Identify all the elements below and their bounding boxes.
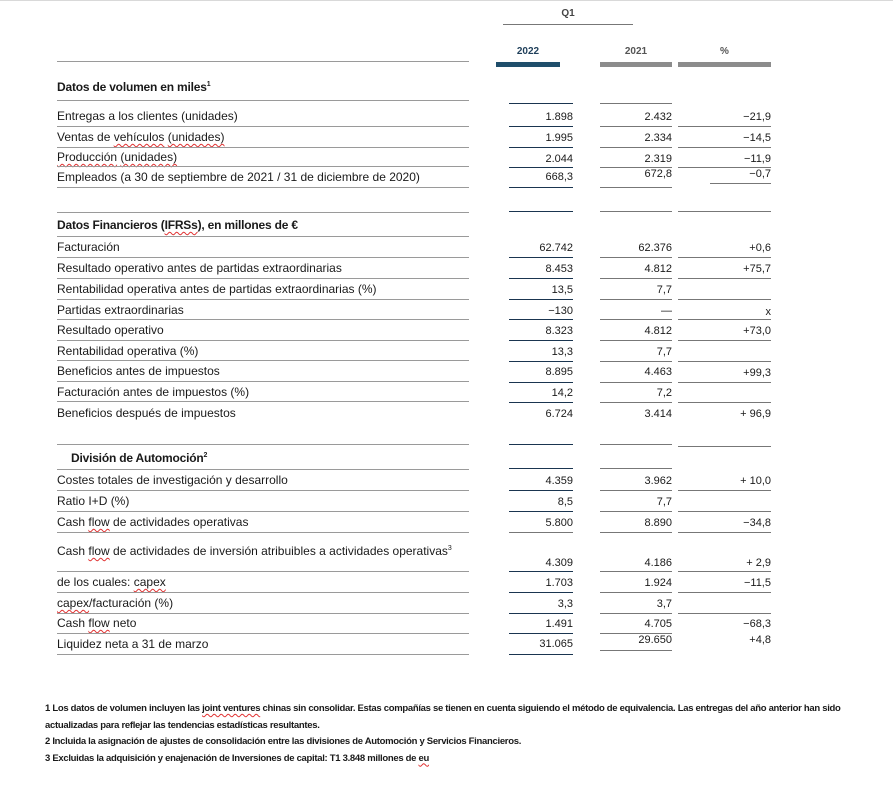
cell-rule	[678, 319, 771, 320]
row-label: Entregas a los clientes (unidades)	[57, 109, 238, 123]
value-2021: 2.432	[644, 111, 672, 123]
cell-rule	[600, 257, 672, 258]
value-percent: +4,8	[749, 634, 771, 646]
value-2022: 14,2	[551, 387, 573, 399]
value-2022: 31.065	[539, 638, 573, 650]
value-2021: 3,7	[656, 598, 672, 610]
row-label: Cash flow neto	[57, 616, 137, 630]
value-percent: −14,5	[743, 132, 771, 144]
cell-rule	[600, 187, 672, 188]
value-percent: +0,6	[749, 242, 771, 254]
value-percent: + 10,0	[740, 475, 771, 487]
value-2021: 3.962	[644, 475, 672, 487]
cell-rule	[600, 299, 672, 300]
footnote-2: 2 Incluida la asignación de ajustes de consolidación entre las divisiones de Automoción y Servicios Financieros.	[45, 736, 522, 747]
cell-rule	[678, 532, 771, 533]
value-2021: 2.334	[644, 132, 672, 144]
cell-rule	[678, 613, 771, 614]
row-label: Cash flow de actividades operativas	[57, 515, 249, 529]
row-rule	[57, 511, 469, 512]
value-2021: —	[661, 305, 672, 317]
cell-rule	[509, 468, 573, 469]
cell-rule	[509, 340, 573, 341]
value-percent: −11,9	[743, 153, 771, 165]
footnote-1: 1 Los datos de volumen incluyen las joint ventures chinas sin consolidar. Estas compañías se tienen en cuenta siguiendo el método de equivalencia. Las entregas del año anterior han sido actualizadas para reflejar las tendencias estadísticas resultantes.	[45, 703, 841, 731]
footnotes	[45, 701, 865, 767]
value-percent: + 2,9	[746, 557, 771, 569]
section-rule	[57, 100, 469, 101]
value-2022: 668,3	[545, 171, 573, 183]
value-2022: 13,5	[551, 284, 573, 296]
value-2021: 4.812	[644, 325, 672, 337]
value-2022: 1.995	[545, 132, 573, 144]
value-2022: 1.703	[545, 577, 573, 589]
cell-rule	[678, 257, 771, 258]
value-percent: −34,8	[743, 517, 771, 529]
value-2022: 2.044	[545, 153, 573, 165]
cell-rule	[509, 532, 573, 533]
row-rule	[57, 381, 469, 382]
value-2021: 672,8	[644, 168, 672, 180]
row-rule	[57, 401, 469, 402]
row-rule	[57, 278, 469, 279]
row-label: Facturación	[57, 240, 120, 254]
cell-rule	[600, 361, 672, 362]
cell-rule	[678, 446, 771, 447]
cell-rule	[600, 571, 672, 572]
row-rule	[57, 633, 469, 634]
cell-rule	[678, 592, 771, 593]
row-label: Beneficios antes de impuestos	[57, 364, 220, 378]
column-header-2021: 2021	[624, 46, 648, 57]
row-rule	[57, 360, 469, 361]
cell-rule	[600, 511, 672, 512]
section-title-volume: Datos de volumen en miles$^1$	[57, 80, 211, 94]
header-rule	[57, 61, 469, 62]
row-rule	[57, 532, 469, 533]
value-2021: 7,7	[656, 346, 672, 358]
value-percent: x	[765, 306, 771, 318]
value-percent: +99,3	[743, 367, 771, 379]
row-label: Liquidez neta a 31 de marzo	[57, 637, 209, 651]
row-label: Costes totales de investigación y desarrollo	[57, 473, 288, 487]
value-percent: +75,7	[743, 263, 771, 275]
value-2021: 1.924	[644, 577, 672, 589]
cell-rule	[509, 382, 573, 383]
row-label: Rentabilidad operativa antes de partidas extraordinarias (%)	[57, 282, 377, 296]
section-title-automotive: División de Automoción$^2$	[71, 451, 208, 465]
value-2021: 4.463	[644, 366, 672, 378]
cell-rule	[600, 340, 672, 341]
cell-rule	[509, 633, 573, 634]
value-2021: 8.890	[644, 517, 672, 529]
cell-rule	[509, 187, 573, 188]
row-label: Producción (unidades)	[57, 150, 178, 164]
value-2021: 4.186	[644, 557, 672, 569]
cell-rule	[509, 319, 573, 320]
value-2022: 3,3	[557, 598, 573, 610]
cell-rule	[600, 592, 672, 593]
value-2022: 4.359	[545, 475, 573, 487]
row-rule	[57, 613, 469, 614]
cell-rule	[678, 147, 771, 148]
row-rule	[57, 126, 469, 127]
column-header-percent: %	[720, 46, 729, 57]
cell-rule	[600, 613, 672, 614]
cell-rule	[678, 211, 771, 212]
cell-rule	[600, 490, 672, 491]
value-2022: 8.453	[545, 263, 573, 275]
value-2022: 1.491	[545, 618, 573, 630]
cell-rule	[509, 490, 573, 491]
cell-rule	[678, 490, 771, 491]
cell-rule	[509, 103, 573, 104]
section-rule	[57, 469, 469, 470]
cell-rule	[678, 299, 771, 300]
cell-rule	[600, 211, 672, 212]
period-underline	[503, 24, 633, 25]
row-rule	[57, 299, 469, 300]
cell-rule	[678, 402, 771, 403]
cell-rule	[509, 654, 573, 655]
value-percent: −68,3	[743, 618, 771, 630]
row-rule	[57, 257, 469, 258]
column-bar-2021	[600, 62, 672, 67]
value-2022: 5.800	[545, 517, 573, 529]
cell-rule	[509, 126, 573, 127]
cell-rule	[509, 571, 573, 572]
cell-rule	[600, 532, 672, 533]
value-2022: 8.895	[545, 366, 573, 378]
cell-rule	[509, 257, 573, 258]
value-2022: 6.724	[545, 408, 573, 420]
value-2021: 29.650	[638, 634, 672, 646]
cell-rule	[600, 103, 672, 104]
cell-rule	[600, 402, 672, 403]
value-2022: 8,5	[557, 496, 573, 508]
cell-rule	[678, 278, 771, 279]
row-rule	[57, 571, 469, 572]
value-2022: 1.898	[545, 111, 573, 123]
row-rule	[57, 187, 469, 188]
section-title-financial: Datos Financieros (IFRSs), en millones de €	[57, 218, 298, 232]
cell-rule	[509, 211, 573, 212]
value-percent: −0,7	[749, 168, 771, 180]
row-rule	[57, 166, 469, 167]
cell-rule	[678, 571, 771, 572]
column-bar-2022	[496, 62, 560, 67]
row-label: Ratio I+D (%)	[57, 494, 130, 508]
column-bar-percent	[678, 62, 771, 67]
value-2021: 7,2	[656, 387, 672, 399]
value-2021: 3.414	[644, 408, 672, 420]
cell-rule	[509, 147, 573, 148]
value-2021: 4.705	[644, 618, 672, 630]
value-2021: 2.319	[644, 153, 672, 165]
cell-rule	[678, 126, 771, 127]
section-rule	[57, 212, 469, 213]
cell-rule	[509, 613, 573, 614]
row-rule	[57, 147, 469, 148]
row-label: de los cuales: capex	[57, 575, 166, 589]
value-2022: 8.323	[545, 325, 573, 337]
cell-rule	[600, 319, 672, 320]
cell-rule	[509, 402, 573, 403]
cell-rule	[678, 361, 771, 362]
row-rule	[57, 340, 469, 341]
row-label: Partidas extraordinarias	[57, 303, 184, 317]
value-2021: 7,7	[656, 284, 672, 296]
row-label: Resultado operativo	[57, 323, 164, 337]
top-border	[0, 0, 893, 1]
footnote-3: 3 Excluidas la adquisición y enajenación de Inversiones de capital: T1 3.848 millones de eu	[45, 752, 430, 764]
row-label: Facturación antes de impuestos (%)	[57, 385, 250, 399]
cell-rule	[600, 147, 672, 148]
value-2022: 62.742	[539, 242, 573, 254]
row-label: Beneficios después de impuestos	[57, 406, 236, 420]
value-percent: +73,0	[743, 325, 771, 337]
value-2021: 7,7	[656, 496, 672, 508]
value-2021: 4.812	[644, 263, 672, 275]
cell-rule	[600, 278, 672, 279]
value-2022: −130	[548, 305, 573, 317]
cell-rule	[600, 126, 672, 127]
cell-rule	[509, 511, 573, 512]
row-label: Empleados (a 30 de septiembre de 2021 / 31 de diciembre de 2020)	[57, 170, 420, 184]
cell-rule	[600, 468, 672, 469]
row-label: Ventas de vehículos (unidades)	[57, 130, 225, 144]
cell-rule	[600, 382, 672, 383]
row-label: capex/facturación (%)	[57, 596, 174, 610]
row-rule	[57, 592, 469, 593]
value-2022: 13,3	[551, 346, 573, 358]
value-2021: 62.376	[638, 242, 672, 254]
cell-rule	[509, 444, 573, 445]
cell-rule	[678, 340, 771, 341]
row-rule	[57, 490, 469, 491]
cell-rule	[509, 592, 573, 593]
row-label: Cash flow de actividades de inversión atribuibles a actividades operativas$^3$	[57, 544, 452, 558]
cell-rule	[600, 650, 672, 651]
cell-rule	[678, 382, 771, 383]
cell-rule	[509, 361, 573, 362]
cell-rule	[678, 511, 771, 512]
value-percent: −21,9	[743, 111, 771, 123]
row-rule	[57, 319, 469, 320]
row-label: Rentabilidad operativa (%)	[57, 344, 199, 358]
cell-rule	[509, 167, 573, 168]
value-percent: + 96,9	[740, 408, 771, 420]
value-percent: −11,5	[743, 577, 771, 589]
cell-rule	[509, 278, 573, 279]
period-header: Q1	[561, 8, 575, 19]
value-2022: 4.309	[545, 557, 573, 569]
cell-rule	[710, 183, 771, 184]
section-rule	[57, 444, 469, 445]
cell-rule	[600, 444, 672, 445]
row-rule	[57, 654, 469, 655]
column-header-2022: 2022	[516, 46, 540, 57]
section-rule	[57, 236, 469, 237]
row-label: Resultado operativo antes de partidas extraordinarias	[57, 261, 342, 275]
cell-rule	[509, 299, 573, 300]
